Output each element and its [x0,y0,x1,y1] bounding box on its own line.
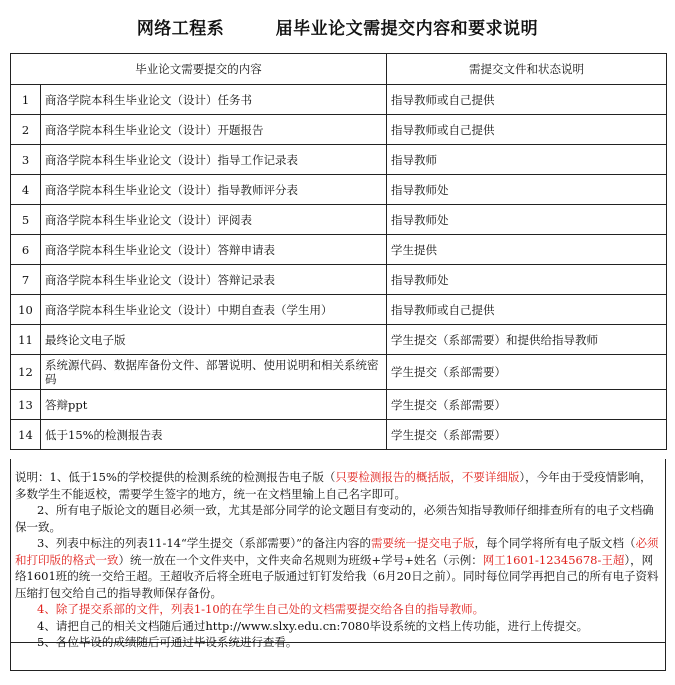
notes-section [10,459,666,649]
row-item: 低于15%的检测报告表 [41,420,387,450]
note-emphasis: 需要统一提交电子版 [370,536,475,550]
table-row [11,355,667,390]
note-text: 3、列表中标注的列表11-14“学生提交（系部需要）”的备注内容的 [37,536,371,550]
note-text: 说明：1、低于15%的学校提供的检测系统的检测报告电子版（ [15,470,336,484]
row-item: 商洛学院本科生毕业论文（设计）指导工作记录表 [41,145,387,175]
table-row [11,265,667,295]
row-status: 指导教师处 [387,205,667,235]
note-emphasis: 网工1601-12345678-王超 [482,552,625,567]
row-item: 商洛学院本科生毕业论文（设计）开题报告 [41,115,387,145]
blank-row [10,643,666,671]
table-header-row [11,54,667,85]
row-number: 11 [11,325,41,355]
note-1 [15,469,661,502]
note-text: ），今年由于受疫情影响，多数学生不能返校，需要学生签字的地方，统一在文档里输上自己名字即可。 [15,470,652,501]
row-number: 5 [11,205,41,235]
table-row [11,390,667,420]
row-number: 7 [11,265,41,295]
row-item: 商洛学院本科生毕业论文（设计）答辩申请表 [41,235,387,265]
note-4: 4、除了提交系部的文件，列表1-10的在学生自己处的文档需要提交给各自的指导教师。 [37,602,485,616]
table-row [11,420,667,450]
note-text: ），网络1601班的统一交给王超。王超收齐后将全班电子版通过钉钉发给我（6月20日之前）。同时每位同学再把自己的所有电子资料压缩打包交给自己的指导教师保存备份。 [15,552,659,600]
row-number: 10 [11,295,41,325]
row-item: 商洛学院本科生毕业论文（设计）评阅表 [41,205,387,235]
note-text: ）统一放在一个文件夹中，文件夹命名规则为班级+学号+姓名（示例： [118,552,483,567]
row-status: 指导教师或自己提供 [387,115,667,145]
note-3 [15,535,661,601]
note-text: ，每个同学将所有电子版文档（ [474,536,636,550]
row-status: 学生提交（系部需要） [387,420,667,450]
header-content: 毕业论文需要提交的内容 [11,54,387,85]
row-number: 1 [11,85,41,115]
row-item: 商洛学院本科生毕业论文（设计）指导教师评分表 [41,175,387,205]
table-row [11,295,667,325]
table-row [11,175,667,205]
page-title: 网络工程系 届毕业论文需提交内容和要求说明 [136,19,539,39]
row-status: 指导教师处 [387,265,667,295]
row-status: 指导教师或自己提供 [387,85,667,115]
row-item: 商洛学院本科生毕业论文（设计）答辩记录表 [41,265,387,295]
row-item: 答辩ppt [41,390,387,420]
row-status: 指导教师处 [387,175,667,205]
requirements-table [10,53,667,450]
row-status: 学生提交（系部需要） [387,355,667,390]
row-item: 商洛学院本科生毕业论文（设计）任务书 [41,85,387,115]
note-6: 5、各位毕设的成绩随后可通过毕设系统进行查看。 [37,635,298,649]
row-item: 系统源代码、数据库备份文件、部署说明、使用说明和相关系统密码 [41,355,387,390]
row-number: 2 [11,115,41,145]
table-row [11,85,667,115]
row-status: 学生提交（系部需要）和提供给指导教师 [387,325,667,355]
row-number: 14 [11,420,41,450]
row-status: 指导教师或自己提供 [387,295,667,325]
table-row [11,325,667,355]
note-emphasis: 只要检测报告的概括版，不要详细版 [335,470,520,484]
table-row [11,235,667,265]
note-emphasis: 必须和打印版的格式一致 [15,536,659,567]
row-status: 指导教师 [387,145,667,175]
row-number: 13 [11,390,41,420]
row-number: 3 [11,145,41,175]
row-status: 学生提交（系部需要） [387,390,667,420]
table-row [11,115,667,145]
row-item: 最终论文电子版 [41,325,387,355]
note-5: 4、请把自己的相关文档随后通过http://www.slxy.edu.cn:7080毕设系统的文档上传功能，进行上传提交。 [37,618,589,633]
row-status: 学生提供 [387,235,667,265]
table-row [11,205,667,235]
row-number: 12 [11,355,41,390]
row-item: 商洛学院本科生毕业论文（设计）中期自查表（学生用） [41,295,387,325]
table-row [11,145,667,175]
note-2: 2、所有电子版论文的题目必须一致，尤其是部分同学的论文题目有变动的，必须告知指导教师仔细排查所有的电子文档确保一致。 [15,503,654,534]
row-number: 4 [11,175,41,205]
header-status: 需提交文件和状态说明 [387,54,667,85]
row-number: 6 [11,235,41,265]
